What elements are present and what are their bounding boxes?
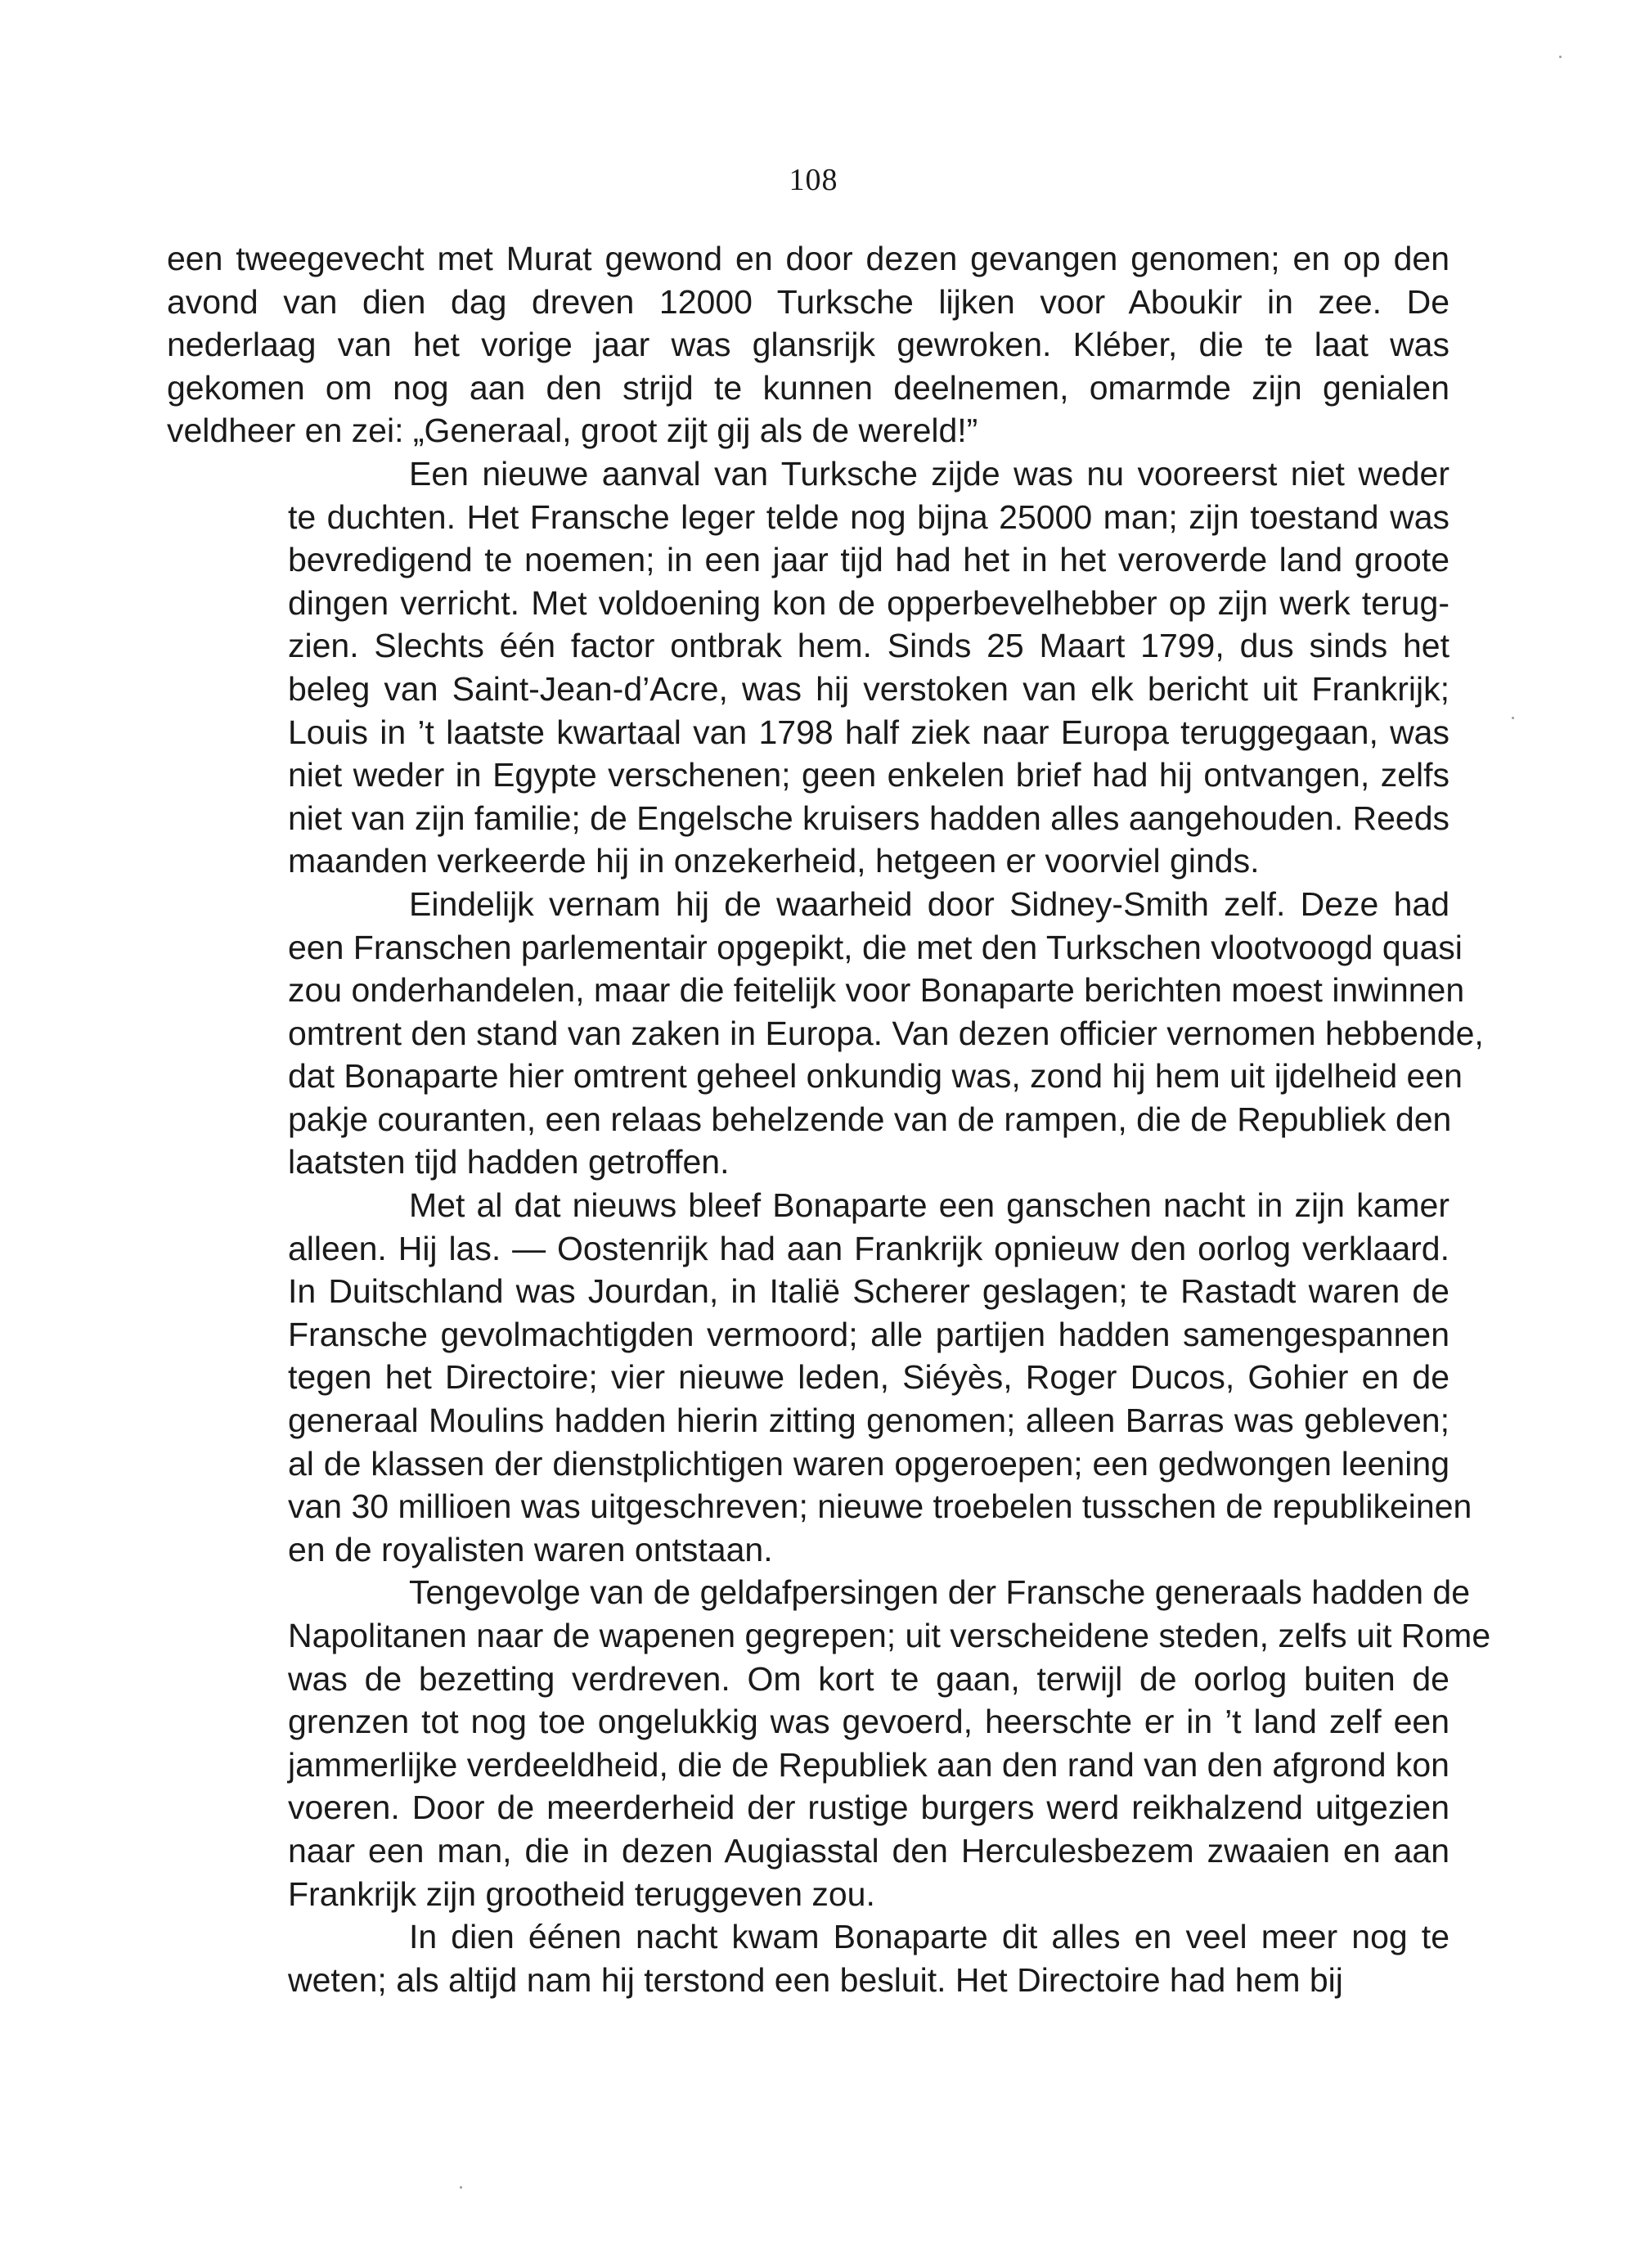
text-line: en de royalisten waren ontstaan. xyxy=(288,1530,773,1568)
text-line: omtrent den stand van zaken in Europa. Van dezen officier vernomen hebbende, xyxy=(288,1014,1484,1052)
text-line: beleg van Saint-Jean-d’Acre, was hij verstoken van elk bericht uit Frankrijk; xyxy=(288,669,1449,708)
text-line: In Duitschland was Jourdan, in Italië Scherer geslagen; te Rastadt waren de xyxy=(288,1272,1449,1311)
text-line: te duchten. Het Fransche leger telde nog bijna 25000 man; zijn toestand was xyxy=(288,497,1449,536)
text-line: Tengevolge van de geldafpersingen der Fransche generaals hadden de xyxy=(409,1573,1471,1612)
text-line: laatsten tijd hadden getroffen. xyxy=(288,1143,730,1181)
text-line: jammerlijke verdeeldheid, die de Republiek aan den rand van den afgrond kon xyxy=(288,1745,1449,1784)
text-line: Frankrijk zijn grootheid teruggeven zou. xyxy=(288,1874,875,1913)
text-line: was de bezetting verdreven. Om kort te gaan, terwijl de oorlog buiten de xyxy=(288,1659,1449,1698)
text-line: Fransche gevolmachtigden vermoord; alle partijen hadden samengespannen xyxy=(288,1315,1449,1353)
text-line: gekomen om nog aan den strijd te kunnen deelnemen, omarmde zijn genialen xyxy=(167,368,1449,407)
text-line: grenzen tot nog toe ongelukkig was gevoerd, heerschte er in ’t land zelf een xyxy=(288,1703,1449,1741)
text-line: dingen verricht. Met voldoening kon de opperbevelhebber op zijn werk terug- xyxy=(288,583,1449,622)
text-line: van 30 millioen was uitgeschreven; nieuwe troebelen tusschen de republikeinen xyxy=(288,1487,1472,1526)
paragraph xyxy=(167,237,1449,452)
text-line: niet van zijn familie; de Engelsche kruisers hadden alles aangehouden. Reeds xyxy=(288,799,1449,837)
text-line: generaal Moulins hadden hierin zitting genomen; alleen Barras was gebleven; xyxy=(288,1402,1449,1440)
paragraph xyxy=(167,883,1484,1184)
text-line: tegen het Directoire; vier nieuwe leden, Siéyès, Roger Ducos, Gohier en de xyxy=(288,1358,1449,1397)
scan-speck xyxy=(1512,717,1514,719)
text-line: voeren. Door de meerderheid der rustige burgers werd reikhalzend uitgezien xyxy=(288,1789,1449,1827)
text-line: weten; als altijd nam hij terstond een besluit. Het Directoire had hem bij xyxy=(288,1960,1343,1999)
scan-speck xyxy=(460,2186,462,2189)
paragraph xyxy=(167,1915,1449,2001)
text-line: zou onderhandelen, maar die feitelijk voor Bonaparte berichten moest inwinnen xyxy=(288,971,1465,1010)
text-line: een tweegevecht met Murat gewond en door dezen gevangen genomen; en op den xyxy=(167,240,1449,277)
text-line: alleen. Hij las. — Oostenrijk had aan Frankrijk opnieuw den oorlog verklaard. xyxy=(288,1229,1449,1267)
text-line: veldheer en zei: „Generaal, groot zijt gij als de wereld!” xyxy=(167,412,978,450)
text-line: nederlaag van het vorige jaar was glansrijk gewroken. Kléber, die te laat was xyxy=(167,326,1449,364)
text-line: dat Bonaparte hier omtrent geheel onkundig was, zond hij hem uit ijdelheid een xyxy=(288,1057,1463,1096)
text-line: avond van dien dag dreven 12000 Turksche lijken voor Aboukir in zee. De xyxy=(167,282,1449,321)
text-line: naar een man, die in dezen Augiasstal den Herculesbezem zwaaien en aan xyxy=(288,1831,1449,1870)
text-line: niet weder in Egypte verschenen; geen enkelen brief had hij ontvangen, zelfs xyxy=(288,756,1449,794)
text-line: Een nieuwe aanval van Turksche zijde was nu vooreerst niet weder xyxy=(409,454,1449,493)
text-line: Eindelijk vernam hij de waarheid door Sidney-Smith zelf. Deze had xyxy=(409,884,1449,923)
paragraph xyxy=(167,1184,1472,1571)
text-line: Met al dat nieuws bleef Bonaparte een ganschen nacht in zijn kamer xyxy=(409,1186,1449,1225)
text-line: bevredigend te noemen; in een jaar tijd had het in het veroverde land groote xyxy=(288,541,1449,579)
body-text xyxy=(167,237,1491,2001)
text-line: Napolitanen naar de wapenen gegrepen; uit verscheidene steden, zelfs uit Rome xyxy=(288,1617,1491,1654)
text-line: maanden verkeerde hij in onzekerheid, hetgeen er voorviel ginds. xyxy=(288,842,1260,880)
paragraph xyxy=(167,452,1449,883)
text-line: pakje couranten, een relaas behelzende van de rampen, die de Republiek den xyxy=(288,1100,1452,1138)
page-number: 108 xyxy=(789,163,838,197)
text-line: zien. Slechts één factor ontbrak hem. Sinds 25 Maart 1799, dus sinds het xyxy=(288,627,1449,665)
text-line: In dien éénen nacht kwam Bonaparte dit alles en veel meer nog te xyxy=(409,1918,1449,1956)
scan-speck xyxy=(1559,56,1562,58)
text-line: een Franschen parlementair opgepikt, die met den Turkschen vlootvoogd quasi xyxy=(288,928,1463,966)
text-line: al de klassen der dienstplichtigen waren opgeroepen; een gedwongen leening xyxy=(288,1444,1449,1483)
paragraph xyxy=(167,1571,1491,1915)
text-line: Louis in ’t laatste kwartaal van 1798 half ziek naar Europa teruggegaan, was xyxy=(288,713,1449,751)
